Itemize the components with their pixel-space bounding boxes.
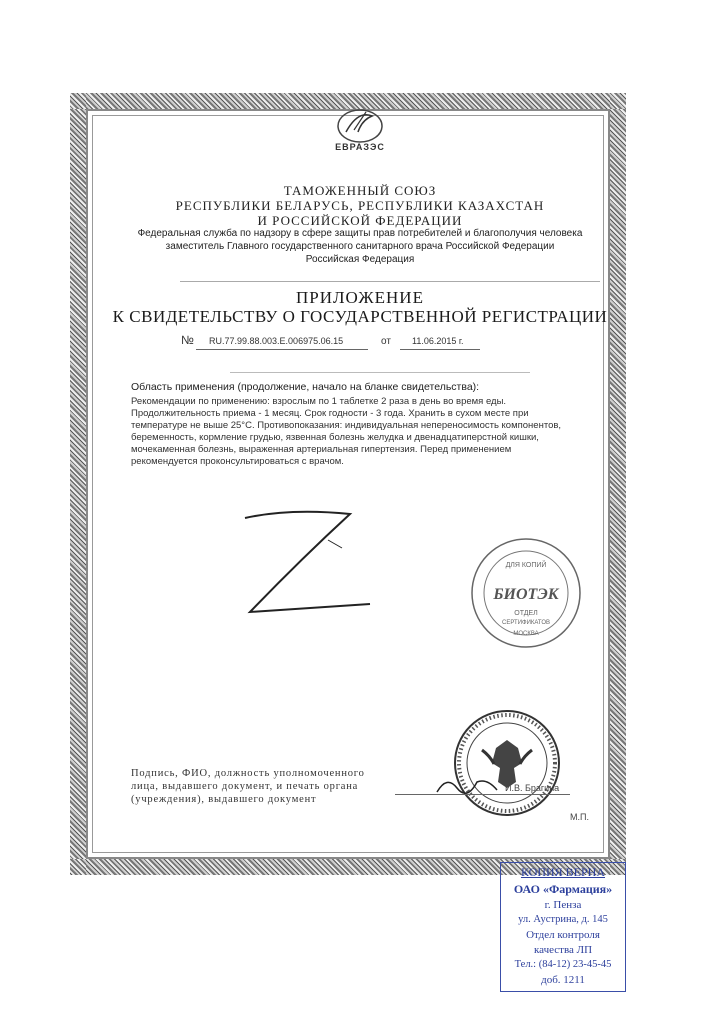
registration-date: 11.06.2015 г.	[412, 336, 464, 346]
stamp-center-text: БИОТЭК	[493, 586, 559, 603]
fine-divider	[230, 372, 530, 373]
header-agency: Федеральная служба по надзору в сфере защиты прав потребителей и благополучия человека	[137, 228, 583, 239]
date-label: от	[381, 336, 391, 347]
biotek-copy-stamp	[468, 535, 584, 651]
header-official: заместитель Главного государственного санитарного врача Российской Федерации	[165, 241, 555, 252]
signature-caption-3: (учреждения), выдавшего документ	[131, 794, 317, 805]
signature-caption-1: Подпись, ФИО, должность уполномоченного	[131, 768, 365, 779]
eurasec-logo	[310, 102, 410, 154]
header-line-1: ТАМОЖЕННЫЙ СОЮЗ	[283, 183, 437, 198]
logo-caption: ЕВРАЗЭС	[335, 142, 385, 152]
body-line: рекомендуется проконсультироваться с врачом.	[131, 456, 344, 467]
signature-caption-2: лица, выдавшего документ, и печать органа	[131, 781, 359, 792]
date-underline	[400, 349, 480, 350]
body-line: мочекаменная болезнь, выраженная артериальная гипертензия. Перед применением	[131, 444, 512, 455]
cancellation-stroke	[230, 500, 380, 625]
stamp-blue-l7: Тел.: (84-12) 23-45-45	[514, 959, 612, 970]
stamp-blue-l3: г. Пенза	[544, 899, 582, 911]
stamp-blue-l1: КОПИЯ ВЕРНА	[520, 865, 606, 879]
body-line: Рекомендации по применению: взрослым по 1 таблетке 2 раза в день во время еды.	[131, 396, 507, 407]
signatory-name: И.В. Брагина	[505, 783, 560, 793]
registration-number: RU.77.99.88.003.E.006975.06.15	[209, 336, 344, 346]
document-title: ПРИЛОЖЕНИЕ	[296, 288, 424, 307]
number-underline	[196, 349, 368, 350]
handwritten-signature	[432, 770, 502, 800]
body-line: температуре не выше 25°С. Противопоказания: индивидуальная непереносимость компонентов,	[131, 420, 562, 431]
header-country: Российская Федерация	[305, 254, 415, 265]
stamp-city-text: МОСКВА	[513, 631, 539, 637]
seal-place-label: М.П.	[570, 812, 589, 822]
header-line-2: РЕСПУБЛИКИ БЕЛАРУСЬ, РЕСПУБЛИКИ КАЗАХСТАН	[175, 198, 545, 213]
stamp-line3-text: СЕРТИФИКАТОВ	[501, 620, 551, 626]
body-line: беременность, кормление грудью, язвенная болезнь желудка и двенадцатиперстной кишки,	[131, 432, 539, 443]
stamp-blue-l5: Отдел контроля	[526, 929, 600, 941]
application-area-title: Область применения (продолжение, начало на бланке свидетельства):	[131, 381, 480, 393]
document-subtitle: К СВИДЕТЕЛЬСТВУ О ГОСУДАРСТВЕННОЙ РЕГИСТРАЦИИ	[112, 307, 608, 326]
header-divider	[180, 281, 600, 282]
header-line-3: И РОССИЙСКОЙ ФЕДЕРАЦИИ	[257, 213, 463, 228]
body-line: Продолжительность приема - 1 месяц. Срок годности - 3 года. Хранить в сухом месте при	[131, 408, 529, 419]
stamp-blue-l2: ОАО «Фармация»	[513, 882, 613, 896]
stamp-top-text: ДЛЯ КОПИЙ	[505, 562, 547, 569]
stamp-line2-text: ОТДЕЛ	[514, 610, 538, 617]
stamp-blue-l8: доб. 1211	[541, 974, 585, 986]
official-seal	[452, 708, 562, 818]
number-label: №	[181, 333, 194, 347]
copy-verified-stamp	[500, 862, 626, 992]
stamp-blue-l4: ул. Аустрина, д. 145	[518, 914, 608, 925]
stamp-blue-l6: качества ЛП	[533, 944, 593, 956]
